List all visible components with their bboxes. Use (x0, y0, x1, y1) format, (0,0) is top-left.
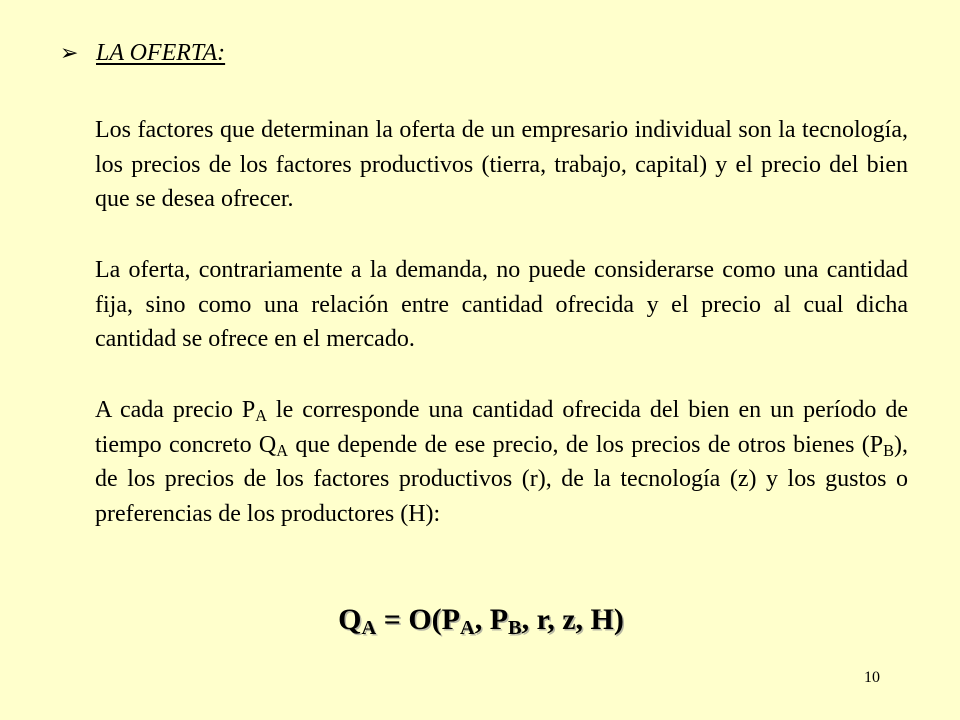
formula-comma: , P (474, 603, 509, 636)
p3-text-1: A cada precio P (95, 397, 256, 423)
formula-q-subscript: A (361, 617, 377, 640)
formula-pb-subscript: B (508, 617, 522, 640)
p3-text-4: ), de los precios de los factores productivos (r), de la tecnología (z) y los gustos o preferencias de los productores (H): (95, 431, 909, 527)
paragraph-supply-relation: La oferta, contrariamente a la demanda, no puede considerarse como una cantidad fija, sino como una relación entre cantidad ofrecida y el precio al cual dicha cantidad se ofrece en el mercado. (95, 257, 908, 352)
p3-text-3: que depende de ese precio, de los precios de otros bienes (P (288, 431, 884, 458)
formula-middle: = O(P (376, 603, 460, 636)
p3-subscript-a2: A (276, 440, 289, 460)
p3-text-2: le corresponde una cantidad ofrecida del bien en un período de tiempo concreto Q (95, 397, 909, 458)
formula-pa-subscript: A (459, 617, 475, 640)
section-heading (60, 38, 225, 68)
arrow-bullet-icon: ➢ (60, 40, 79, 65)
heading-title: LA OFERTA: (96, 40, 226, 66)
formula-rest: , r, z, H) (521, 603, 624, 636)
paragraph-price-quantity (95, 393, 908, 531)
page-number: 10 (864, 669, 880, 686)
p3-subscript-a: A (255, 406, 267, 426)
formula-q: Q (338, 603, 362, 636)
supply-formula (0, 600, 960, 640)
paragraph-factors: Los factores que determinan la oferta de un empresario individual son la tecnología, los precios de los factores productivos (tierra, trabajo, capital) y el precio del bien que se desea ofrecer. (95, 117, 908, 212)
p3-subscript-b: B (883, 440, 895, 460)
